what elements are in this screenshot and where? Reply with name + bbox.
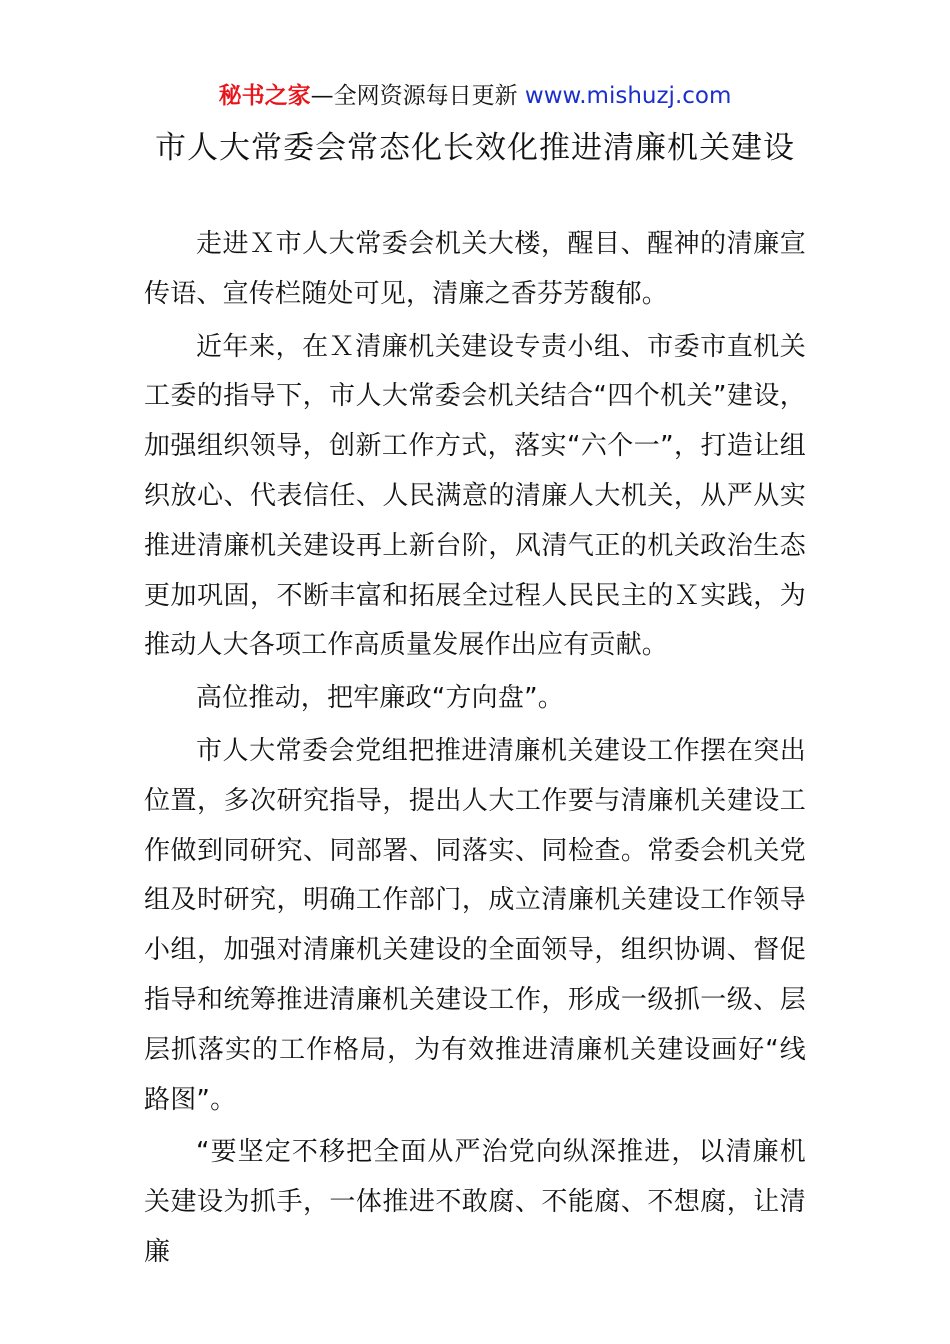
document-title: 市人大常委会常态化长效化推进清廉机关建设 — [155, 130, 795, 166]
site-header — [0, 80, 950, 112]
brand-name: 秘书之家 — [218, 83, 311, 109]
section-heading: 高位推动，把牢廉政“方向盘”。 — [196, 683, 564, 714]
paragraph: 近年来，在Ｘ清廉机关建设专责小组、市委市直机关工委的指导下，市人大常委会机关结合“四个机关”建设，加强组织领导，创新工作方式，落实“六个一”，打造让组织放心、代表信任、人民满意的清廉人大机关，从严从实推进清廉机关建设再上新台阶，风清气正的机关政治生态更加巩固，不断丰富和拓展全过程人民民主的Ｘ实践，为推动人大各项工作高质量发展作出应有贡献。 — [144, 331, 806, 661]
paragraph: 走进Ｘ市人大常委会机关大楼，醒目、醒神的清廉宣传语、宣传栏随处可见，清廉之香芬芳馥郁。 — [144, 229, 806, 309]
document-body — [144, 220, 806, 1281]
paragraph: “要坚定不移把全面从严治党向纵深推进，以清廉机关建设为抓手，一体推进不敢腐、不能腐、不想腐，让清廉 — [144, 1137, 806, 1267]
header-tagline: —全网资源每日更新 — [310, 83, 525, 109]
site-url-link[interactable]: www.mishuzj.com — [524, 83, 732, 109]
paragraph: 市人大常委会党组把推进清廉机关建设工作摆在突出位置，多次研究指导，提出人大工作要与清廉机关建设工作做到同研究、同部署、同落实、同检查。常委会机关党组及时研究，明确工作部门，成立清廉机关建设工作领导小组，加强对清廉机关建设的全面领导，组织协调、督促指导和统筹推进清廉机关建设工作，形成一级抓一级、层层抓落实的工作格局，为有效推进清廉机关建设画好“线路图”。 — [144, 735, 806, 1115]
